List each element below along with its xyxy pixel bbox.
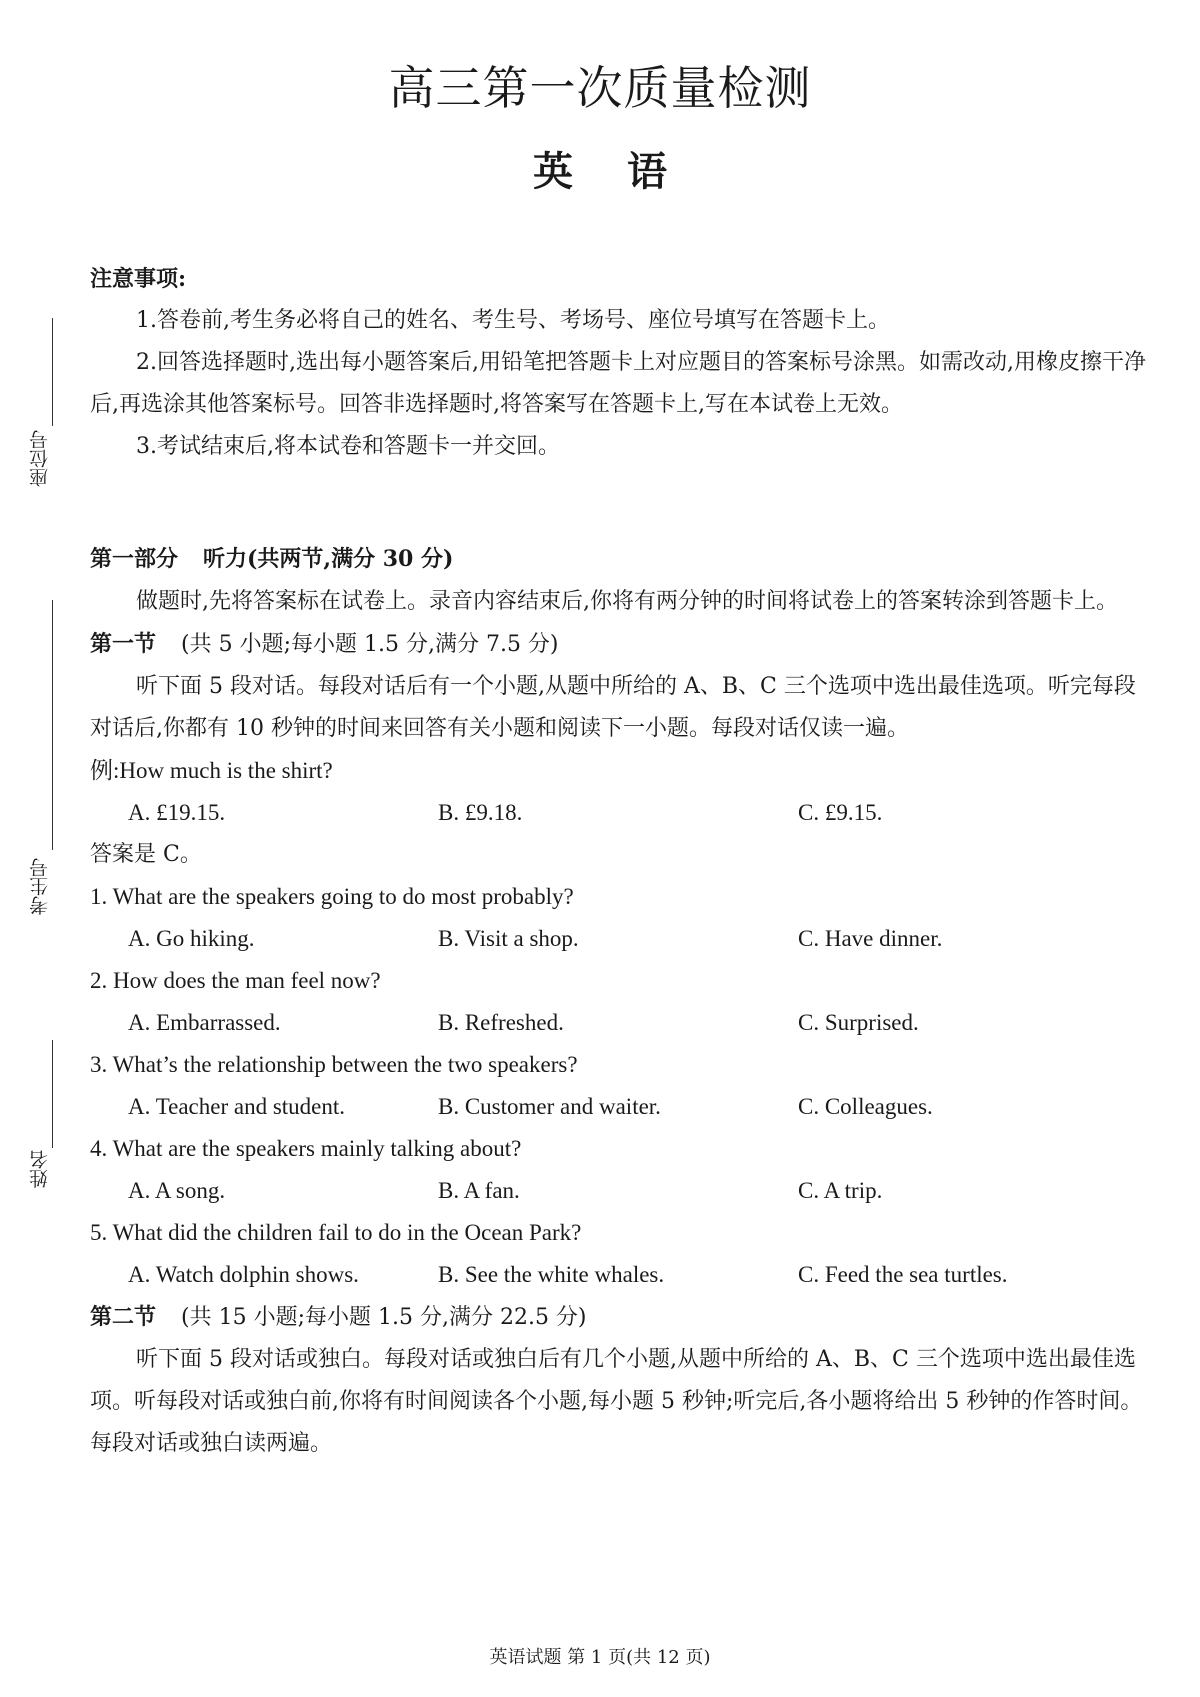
option-a: A. A song. (128, 1178, 226, 1203)
section1-heading-rest: (共 5 小题;每小题 1.5 分,满分 7.5 分) (181, 632, 559, 657)
option-b: B. See the white whales. (438, 1262, 665, 1287)
option-c: C. Have dinner. (798, 926, 943, 951)
question-options (90, 1086, 1150, 1128)
part1-heading-rest: 听力(共两节,满分 30 分) (203, 546, 454, 572)
example-answer: 答案是 C。 (90, 842, 202, 867)
option-b: B. Customer and waiter. (438, 1094, 661, 1119)
seat-number-label: 座位号 (29, 430, 51, 487)
section2-heading-rest: (共 15 小题;每小题 1.5 分,满分 22.5 分) (181, 1305, 587, 1330)
notice-item: 3.考试结束后,将本试卷和答题卡一并交回。 (136, 434, 560, 459)
question: 5. What did the children fail to do in the Ocean Park? (90, 1220, 582, 1245)
notice-section (90, 258, 1150, 468)
option-a: A. Teacher and student. (128, 1094, 346, 1119)
question: 2. How does the man feel now? (90, 968, 381, 993)
option-a: A. Embarrassed. (128, 1010, 281, 1035)
part1-heading (90, 538, 1150, 581)
name-line (52, 1040, 53, 1148)
notice-heading: 注意事项: (90, 266, 187, 292)
option-a: A. £19.15. (128, 800, 226, 825)
section2-instructions: 听下面 5 段对话或独白。每段对话或独白后有几个小题,从题中所给的 A、B、C 三个选项中选出最佳选项。听每段对话或独白前,你将有时间阅读各个小题,每小题 5 秒钟;听完后,各小题将给出 5 秒钟的作答时间。每段对话或独白读两遍。 (90, 1347, 1143, 1456)
question-options (90, 1170, 1150, 1212)
exam-title: 高三第一次质量检测 (388, 61, 812, 115)
exam-number-line (52, 600, 53, 850)
option-c: C. Surprised. (798, 1010, 919, 1035)
option-b: B. A fan. (438, 1178, 520, 1203)
seat-number-line (52, 318, 53, 426)
example-options (90, 792, 1150, 834)
page-footer: 英语试题 第 1 页(共 12 页) (489, 1647, 711, 1668)
option-b: B. £9.18. (438, 800, 523, 825)
question: 3. What’s the relationship between the two speakers? (90, 1052, 578, 1077)
option-c: C. £9.15. (798, 800, 883, 825)
option-c: C. A trip. (798, 1178, 883, 1203)
option-b: B. Refreshed. (438, 1010, 564, 1035)
question: 1. What are the speakers going to do most probably? (90, 884, 574, 909)
option-a: A. Go hiking. (128, 926, 255, 951)
section1-heading (90, 623, 1150, 666)
question-options (90, 918, 1150, 960)
notice-item: 2.回答选择题时,选出每小题答案后,用铅笔把答题卡上对应题目的答案标号涂黑。如需改动,用橡皮擦干净后,再选涂其他答案标号。回答非选择题时,将答案写在答题卡上,写在本试卷上无效。 (90, 350, 1146, 417)
part1-heading-title: 第一部分 (90, 546, 179, 572)
example-question: 例:How much is the shirt? (90, 758, 333, 783)
section1-instructions: 听下面 5 段对话。每段对话后有一个小题,从题中所给的 A、B、C 三个选项中选出最佳选项。听完每段对话后,你都有 10 秒钟的时间来回答有关小题和阅读下一小题。每段对话仅读一遍。 (90, 674, 1136, 741)
section1-heading-title: 第一节 (90, 631, 157, 657)
question-options (90, 1254, 1150, 1296)
question: 4. What are the speakers mainly talking about? (90, 1136, 522, 1161)
part1-intro: 做题时,先将答案标在试卷上。录音内容结束后,你将有两分钟的时间将试卷上的答案转涂到答题卡上。 (136, 589, 1118, 614)
name-label: 姓名 (29, 1150, 51, 1188)
notice-item: 1.答卷前,考生务必将自己的姓名、考生号、考场号、座位号填写在答题卡上。 (136, 308, 890, 333)
option-c: C. Feed the sea turtles. (798, 1262, 1008, 1287)
subject-title: 英 语 (533, 148, 667, 195)
option-b: B. Visit a shop. (438, 926, 579, 951)
question-options (90, 1002, 1150, 1044)
option-c: C. Colleagues. (798, 1094, 933, 1119)
section2-heading-title: 第二节 (90, 1304, 157, 1330)
part1-section (90, 538, 1150, 1465)
exam-number-label: 考生号 (29, 858, 51, 915)
option-a: A. Watch dolphin shows. (128, 1262, 359, 1287)
section2-heading (90, 1296, 1150, 1339)
